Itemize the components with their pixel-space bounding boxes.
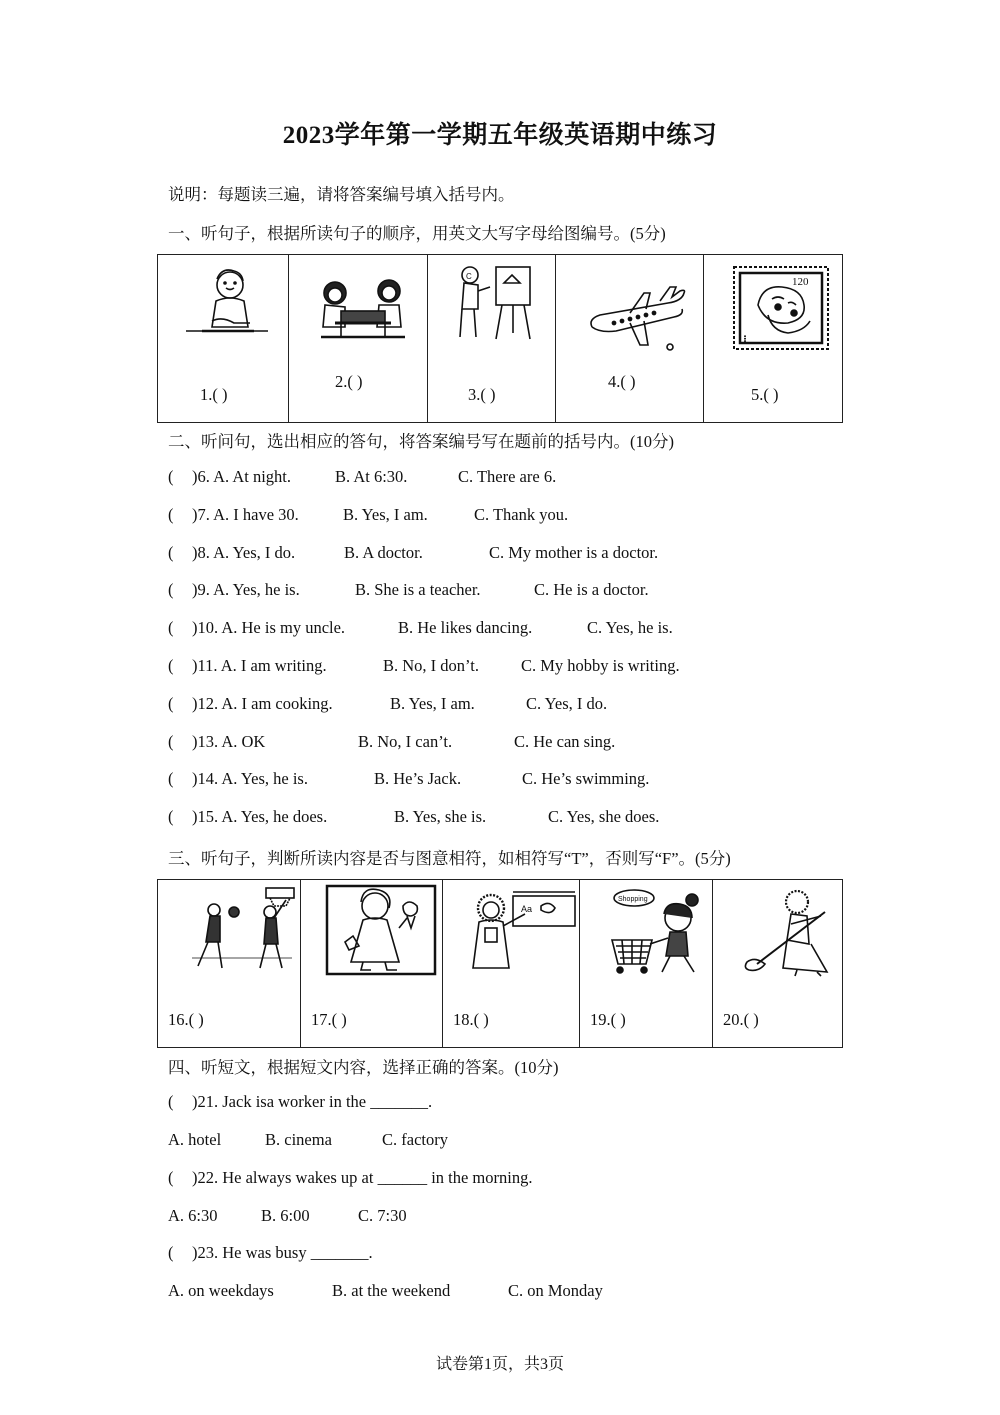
question-11 — [168, 656, 327, 676]
answer-paren: ( — [168, 1168, 174, 1187]
question-22-option-b: B. 6:00 — [261, 1206, 310, 1225]
stamp-value: 120 — [792, 276, 809, 288]
svg-text:•••: ••• — [740, 335, 748, 343]
question-23-option-b: B. at the weekend — [332, 1281, 451, 1300]
label-17: 17.( ) — [311, 1010, 347, 1029]
question-option-c: C. Yes, she does. — [548, 807, 660, 826]
question-6 — [168, 467, 291, 487]
question-option-c: C. He’s swimming. — [522, 769, 650, 788]
question-22-option-c: C. 7:30 — [358, 1206, 407, 1225]
answer-paren: ( — [168, 732, 174, 751]
label-4: 4.( ) — [608, 372, 636, 391]
question-option-b: B. Yes, she is. — [394, 807, 487, 826]
picture-cell-2 — [288, 255, 427, 422]
question-21-option-a: A. hotel — [168, 1130, 222, 1149]
board-text: Aa — [521, 904, 533, 914]
question-option-a: )14. A. Yes, he is. — [192, 769, 308, 788]
section2-heading: 二、听问句，选出相应的答句，将答案编号写在题前的括号内。(10分) — [168, 432, 674, 451]
picture-cell-5 — [703, 255, 844, 422]
basketball-players-image — [182, 886, 300, 972]
answer-paren: ( — [168, 1243, 174, 1262]
picture-cell-3 — [427, 255, 555, 422]
section1-heading: 一、听句子，根据所读句子的顺序，用英文大写字母给图编号。(5分) — [168, 224, 666, 243]
question-option-a: )12. A. I am cooking. — [192, 694, 333, 713]
question-option-c: C. He can sing. — [514, 732, 616, 751]
picture-cell-16 — [158, 880, 300, 1047]
question-option-a: )8. A. Yes, I do. — [192, 543, 296, 562]
question-21-option-c: C. factory — [382, 1130, 448, 1149]
teacher-at-blackboard-image — [465, 888, 577, 972]
question-13 — [168, 732, 265, 752]
picture-cell-17 — [300, 880, 442, 1047]
question-option-b: B. He likes dancing. — [398, 618, 533, 637]
question-14 — [168, 769, 308, 789]
question-option-b: B. A doctor. — [344, 543, 423, 562]
label-2: 2.( ) — [335, 372, 363, 391]
question-9 — [168, 580, 300, 600]
answer-paren: ( — [168, 1092, 174, 1111]
answer-paren: ( — [168, 505, 174, 524]
question-option-c: C. My hobby is writing. — [521, 656, 680, 675]
answer-paren: ( — [168, 467, 174, 486]
question-option-a: )15. A. Yes, he does. — [192, 807, 328, 826]
question-option-b: B. No, I don’t. — [383, 656, 479, 675]
picture-cell-18 — [442, 880, 579, 1047]
label-16: 16.( ) — [168, 1010, 204, 1029]
girl-shopping-cart-image — [606, 886, 706, 978]
question-12 — [168, 694, 333, 714]
question-option-c: C. There are 6. — [458, 467, 557, 486]
question-option-b: B. Yes, I am. — [390, 694, 475, 713]
question-option-b: B. No, I can’t. — [358, 732, 453, 751]
question-21-option-b: B. cinema — [265, 1130, 332, 1149]
question-option-c: C. Thank you. — [474, 505, 569, 524]
label-20: 20.( ) — [723, 1010, 759, 1029]
question-option-b: B. She is a teacher. — [355, 580, 481, 599]
picture-cell-4 — [555, 255, 703, 422]
question-option-a: )7. A. I have 30. — [192, 505, 299, 524]
page-footer: 试卷第1页，共3页 — [435, 1356, 564, 1373]
answer-paren: ( — [168, 580, 174, 599]
woman-mopping-image — [737, 886, 837, 978]
child-painting-image — [456, 261, 536, 341]
answer-paren: ( — [168, 656, 174, 675]
stamp-image — [732, 265, 830, 351]
airplane-image — [586, 285, 688, 351]
question-23-option-c: C. on Monday — [508, 1281, 603, 1300]
picture-cell-1 — [158, 255, 288, 422]
question-option-c: C. Yes, I do. — [526, 694, 608, 713]
answer-paren: ( — [168, 807, 174, 826]
label-3: 3.( ) — [468, 385, 496, 404]
question-option-b: B. At 6:30. — [335, 467, 408, 486]
label-1: 1.( ) — [200, 385, 228, 404]
svg-text:C: C — [466, 272, 472, 281]
answer-paren: ( — [168, 769, 174, 788]
question-option-c: C. Yes, he is. — [587, 618, 673, 637]
question-23-text: )23. He was busy _______. — [192, 1243, 373, 1262]
question-option-b: B. Yes, I am. — [343, 505, 428, 524]
answer-paren: ( — [168, 694, 174, 713]
picture-cell-19 — [579, 880, 712, 1047]
question-8 — [168, 543, 295, 563]
label-19: 19.( ) — [590, 1010, 626, 1029]
question-option-a: )11. A. I am writing. — [192, 656, 327, 675]
question-22 — [168, 1168, 532, 1188]
section4-heading: 四、听短文，根据短文内容，选择正确的答案。(10分) — [168, 1058, 559, 1077]
question-23-option-a: A. on weekdays — [168, 1281, 274, 1300]
question-15 — [168, 807, 327, 827]
question-option-c: C. He is a doctor. — [534, 580, 649, 599]
question-10 — [168, 618, 345, 638]
question-22-text: )22. He always wakes up at ______ in the morning. — [192, 1168, 533, 1187]
picture-table-2 — [157, 879, 843, 1048]
question-22-option-a: A. 6:30 — [168, 1206, 218, 1225]
boy-writing-image — [182, 261, 272, 351]
question-7 — [168, 505, 299, 525]
question-option-c: C. My mother is a doctor. — [489, 543, 659, 562]
label-18: 18.( ) — [453, 1010, 489, 1029]
picture-table-1 — [157, 254, 843, 423]
question-23 — [168, 1243, 373, 1263]
question-option-a: )6. A. At night. — [192, 467, 292, 486]
children-at-table-image — [317, 275, 409, 341]
question-21 — [168, 1092, 432, 1112]
girl-with-ice-cream-image — [323, 884, 439, 978]
answer-paren: ( — [168, 543, 174, 562]
question-option-a: )9. A. Yes, he is. — [192, 580, 300, 599]
question-option-a: )13. A. OK — [192, 732, 266, 751]
picture-cell-20 — [712, 880, 844, 1047]
question-21-text: )21. Jack isa worker in the _______. — [192, 1092, 433, 1111]
instruction: 说明：每题读三遍，请将答案编号填入括号内。 — [168, 185, 515, 204]
answer-paren: ( — [168, 618, 174, 637]
label-5: 5.( ) — [751, 385, 779, 404]
shopping-bubble-text: Shopping — [618, 896, 648, 903]
page-title: 2023学年第一学期五年级英语期中练习 — [282, 122, 718, 149]
question-option-a: )10. A. He is my uncle. — [192, 618, 346, 637]
question-option-b: B. He’s Jack. — [374, 769, 462, 788]
section3-heading: 三、听句子，判断所读内容是否与图意相符，如相符写“T”，否则写“F”。(5分) — [168, 849, 731, 868]
